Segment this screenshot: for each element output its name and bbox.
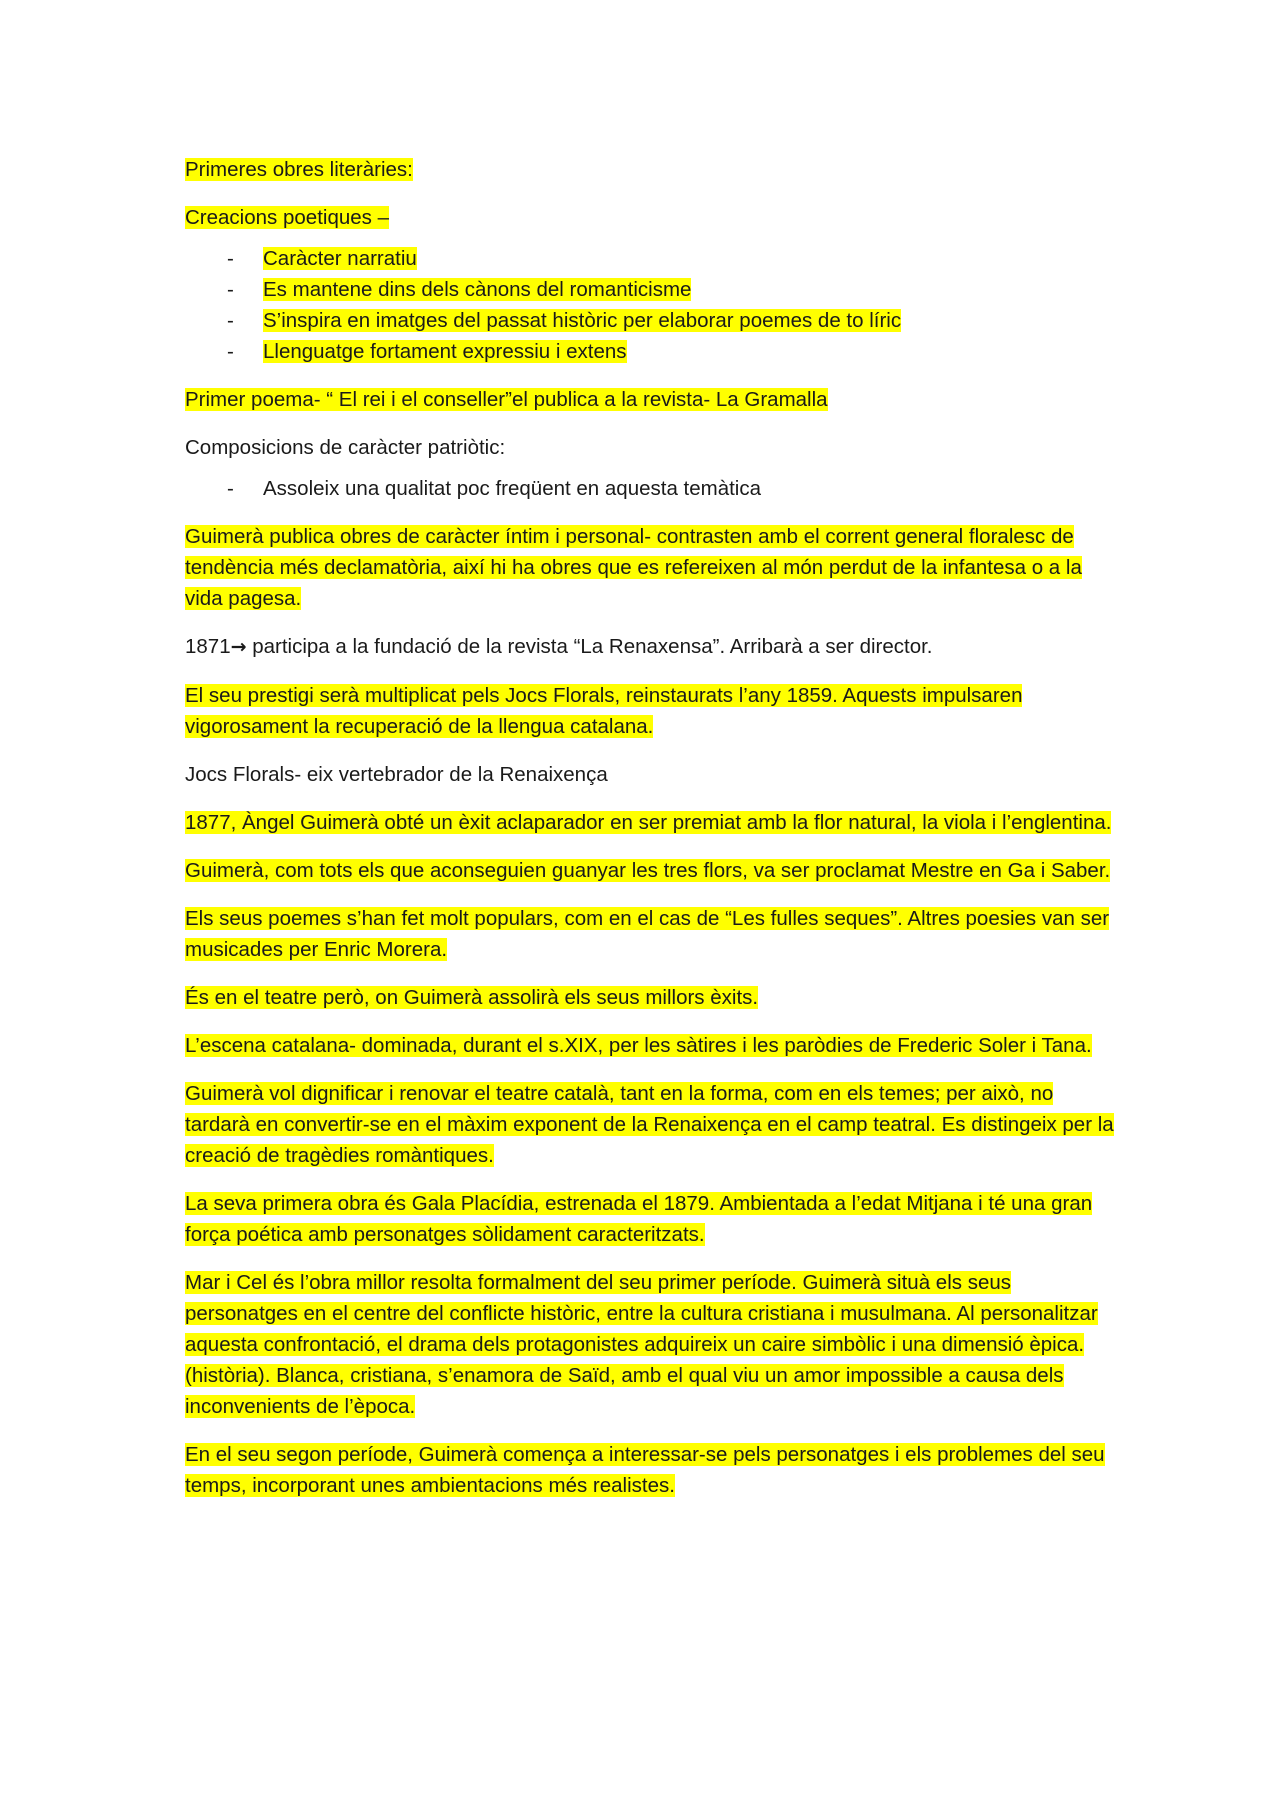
paragraph-1871-text: participa a la fundació de la revista “La Renaxensa”. Arribarà a ser director.	[246, 635, 933, 658]
highlighted-text: Guimerà vol dignificar i renovar el teatre català, tant en la forma, com en els temes; per això, no tardarà en convertir-se en el màxim exponent de la Renaixença en el camp teatral. Es distingeix per la creació de tragèdies romàntiques.	[185, 1082, 1114, 1167]
paragraph-dignificar	[185, 1078, 1115, 1171]
list-item-text: Caràcter narratiu	[263, 247, 417, 270]
arrow-right-icon: →	[230, 636, 247, 658]
year-1871: 1871	[185, 635, 231, 658]
paragraph-jocs-florals: Jocs Florals- eix vertebrador de la Renaixença	[185, 763, 608, 786]
highlighted-text: És en el teatre però, on Guimerà assolirà els seus millors èxits.	[185, 986, 759, 1009]
highlighted-text: Mar i Cel és l’obra millor resolta formalment del seu primer període. Guimerà situà els seus personatges en el centre del conflicte històric, entre la cultura cristiana i musulmana. Al personalitzar aquesta confrontació, el drama dels protagonistes adquireix un caire simbòlic i una dimensió èpica. (història). Blanca, cristiana, s’enamora de Saïd, amb el qual viu un amor impossible a causa dels inconvenients de l’època.	[185, 1271, 1098, 1418]
paragraph-prestigi	[185, 680, 1115, 742]
highlighted-text: El seu prestigi serà multiplicat pels Jocs Florals, reinstaurats l’any 1859. Aquests impulsaren vigorosament la recuperació de la llengua catalana.	[185, 684, 1023, 738]
highlighted-text: En el seu segon període, Guimerà comença a interessar-se pels personatges i els problemes del seu temps, incorporant unes ambientacions més realistes.	[185, 1443, 1105, 1497]
heading-creacions-poetiques	[185, 202, 1115, 233]
paragraph-1871	[185, 631, 1115, 663]
paragraph-segon-periode	[185, 1439, 1115, 1501]
dash-bullet: -	[227, 278, 234, 301]
highlighted-text: Guimerà publica obres de caràcter íntim i personal- contrasten amb el corrent general floralesc de tendència més declamatòria, així hi ha obres que es refereixen al món perdut de la infantesa o a la vida pagesa.	[185, 525, 1082, 610]
paragraph-intim	[185, 521, 1115, 614]
dash-bullet: -	[227, 309, 234, 332]
dash-bullet: -	[227, 340, 234, 363]
list-creacions-poetiques	[185, 243, 1115, 367]
list-item	[185, 305, 1115, 336]
paragraph-poemes	[185, 903, 1115, 965]
list-item	[185, 473, 1115, 504]
dash-bullet: -	[227, 247, 234, 270]
paragraph-gala-placidia	[185, 1188, 1115, 1250]
list-item	[185, 336, 1115, 367]
paragraph-teatre	[185, 982, 1115, 1013]
list-composicions	[185, 473, 1115, 504]
paragraph-1877	[185, 807, 1115, 838]
list-item-text: Assoleix una qualitat poc freqüent en aquesta temàtica	[263, 477, 762, 500]
highlighted-text: La seva primera obra és Gala Placídia, estrenada el 1879. Ambientada a l’edat Mitjana i té una gran força poética amb personatges sòlidament caracteritzats.	[185, 1192, 1093, 1246]
highlighted-text: Creacions poetiques –	[185, 206, 389, 229]
paragraph-escena	[185, 1030, 1115, 1061]
paragraph-primer-poema	[185, 384, 1115, 415]
dash-bullet: -	[227, 477, 234, 500]
list-item-text: Es mantene dins dels cànons del romanticisme	[263, 278, 692, 301]
highlighted-text: Primer poema- “ El rei i el conseller”el publica a la revista- La Gramalla	[185, 388, 828, 411]
paragraph-mestre	[185, 855, 1115, 886]
list-item-text: S’inspira en imatges del passat històric per elaborar poemes de to líric	[263, 309, 902, 332]
paragraph-composicions: Composicions de caràcter patriòtic:	[185, 436, 506, 459]
highlighted-text: L’escena catalana- dominada, durant el s.XIX, per les sàtires i les paròdies de Frederic Soler i Tana.	[185, 1034, 1092, 1057]
heading-primeres-obres	[185, 154, 1115, 185]
list-item	[185, 243, 1115, 274]
highlighted-text: Guimerà, com tots els que aconseguien guanyar les tres flors, va ser proclamat Mestre en Ga i Saber.	[185, 859, 1111, 882]
document-body	[185, 154, 1115, 1518]
paragraph-mar-i-cel	[185, 1267, 1115, 1422]
highlighted-text: Primeres obres literàries:	[185, 158, 413, 181]
list-item	[185, 274, 1115, 305]
list-item-text: Llenguatge fortament expressiu i extens	[263, 340, 627, 363]
highlighted-text: Els seus poemes s’han fet molt populars, com en el cas de “Les fulles seques”. Altres poesies van ser musicades per Enric Morera.	[185, 907, 1110, 961]
highlighted-text: 1877, Àngel Guimerà obté un èxit aclaparador en ser premiat amb la flor natural, la viola i l’englentina.	[185, 811, 1112, 834]
